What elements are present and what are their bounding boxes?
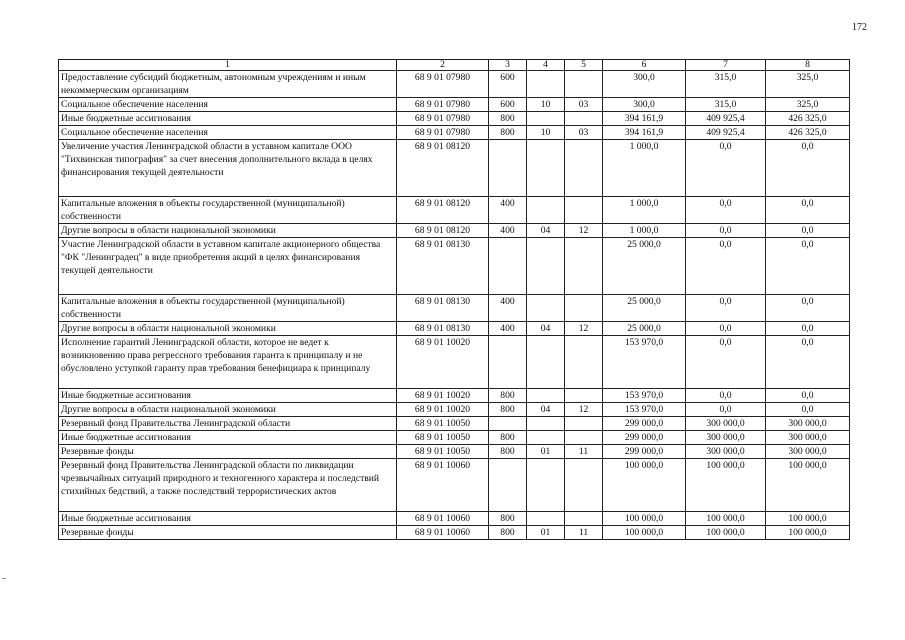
row-amount-col8: 325,0 — [766, 71, 850, 98]
table-row — [59, 459, 850, 512]
row-expense-type: 800 — [489, 389, 527, 403]
row-description: Увеличение участия Ленинградской области в уставном капитале ООО "Тихвинская типография" за счет внесения дополнительного вклада в целях финансирования текущей деятельности — [59, 140, 397, 197]
row-amount-col8: 0,0 — [766, 403, 850, 417]
row-target-code: 68 9 01 07980 — [397, 126, 489, 140]
row-description: Социальное обеспечение населения — [59, 98, 397, 112]
row-expense-type: 400 — [489, 295, 527, 322]
column-header: 5 — [565, 60, 603, 71]
row-amount-col6: 1 000,0 — [603, 197, 686, 224]
row-target-code: 68 9 01 08120 — [397, 140, 489, 197]
row-description: Иные бюджетные ассигнования — [59, 431, 397, 445]
row-subsection — [565, 431, 603, 445]
row-amount-col6: 100 000,0 — [603, 459, 686, 512]
row-section — [527, 512, 565, 526]
column-header: 6 — [603, 60, 686, 71]
row-target-code: 68 9 01 10060 — [397, 526, 489, 540]
table-row — [59, 197, 850, 224]
row-amount-col8: 100 000,0 — [766, 526, 850, 540]
column-header: 8 — [766, 60, 850, 71]
row-amount-col6: 300,0 — [603, 98, 686, 112]
row-amount-col7: 300 000,0 — [686, 445, 766, 459]
row-amount-col6: 100 000,0 — [603, 512, 686, 526]
row-description: Резервный фонд Правительства Ленинградской области по ликвидации чрезвычайных ситуаций природного и техногенного характера и последствий стихийных бедствий, а также последствий террористических актов — [59, 459, 397, 512]
row-subsection — [565, 459, 603, 512]
row-amount-col7: 100 000,0 — [686, 459, 766, 512]
row-expense-type: 600 — [489, 71, 527, 98]
column-header: 1 — [59, 60, 397, 71]
row-amount-col6: 299 000,0 — [603, 431, 686, 445]
row-target-code: 68 9 01 08130 — [397, 322, 489, 336]
row-target-code: 68 9 01 07980 — [397, 98, 489, 112]
row-amount-col8: 0,0 — [766, 238, 850, 295]
row-expense-type: 800 — [489, 112, 527, 126]
row-amount-col6: 100 000,0 — [603, 526, 686, 540]
row-amount-col6: 25 000,0 — [603, 295, 686, 322]
row-subsection — [565, 197, 603, 224]
row-amount-col6: 394 161,9 — [603, 126, 686, 140]
row-subsection — [565, 140, 603, 197]
row-expense-type: 800 — [489, 403, 527, 417]
row-amount-col6: 25 000,0 — [603, 322, 686, 336]
row-description: Капитальные вложения в объекты государственной (муниципальной) собственности — [59, 295, 397, 322]
row-expense-type: 800 — [489, 526, 527, 540]
table-row — [59, 526, 850, 540]
table-row — [59, 403, 850, 417]
row-subsection — [565, 71, 603, 98]
row-target-code: 68 9 01 10020 — [397, 403, 489, 417]
row-description: Социальное обеспечение населения — [59, 126, 397, 140]
row-section — [527, 238, 565, 295]
table-row — [59, 71, 850, 98]
row-amount-col6: 300,0 — [603, 71, 686, 98]
table-row — [59, 98, 850, 112]
row-subsection — [565, 336, 603, 389]
row-expense-type: 800 — [489, 431, 527, 445]
row-amount-col7: 300 000,0 — [686, 431, 766, 445]
row-subsection: 03 — [565, 126, 603, 140]
row-amount-col8: 0,0 — [766, 295, 850, 322]
row-amount-col8: 426 325,0 — [766, 126, 850, 140]
row-amount-col7: 409 925,4 — [686, 112, 766, 126]
row-description: Иные бюджетные ассигнования — [59, 112, 397, 126]
column-header: 2 — [397, 60, 489, 71]
row-subsection: 12 — [565, 322, 603, 336]
row-section: 04 — [527, 224, 565, 238]
row-amount-col7: 409 925,4 — [686, 126, 766, 140]
budget-table — [58, 59, 850, 540]
row-amount-col6: 1 000,0 — [603, 224, 686, 238]
row-section — [527, 431, 565, 445]
row-amount-col8: 0,0 — [766, 336, 850, 389]
table-row — [59, 389, 850, 403]
row-amount-col8: 0,0 — [766, 224, 850, 238]
table-row — [59, 431, 850, 445]
row-amount-col8: 426 325,0 — [766, 112, 850, 126]
row-amount-col8: 0,0 — [766, 197, 850, 224]
row-description: Другие вопросы в области национальной экономики — [59, 403, 397, 417]
row-amount-col7: 0,0 — [686, 295, 766, 322]
row-amount-col7: 0,0 — [686, 389, 766, 403]
row-description: Резервные фонды — [59, 526, 397, 540]
row-description: Предоставление субсидий бюджетным, автономным учреждениям и иным некоммерческим организациям — [59, 71, 397, 98]
row-amount-col7: 100 000,0 — [686, 512, 766, 526]
row-target-code: 68 9 01 10060 — [397, 459, 489, 512]
row-section: 04 — [527, 322, 565, 336]
row-subsection — [565, 238, 603, 295]
row-amount-col7: 0,0 — [686, 224, 766, 238]
row-amount-col6: 299 000,0 — [603, 417, 686, 431]
row-amount-col7: 300 000,0 — [686, 417, 766, 431]
row-description: Резервный фонд Правительства Ленинградской области — [59, 417, 397, 431]
row-subsection — [565, 417, 603, 431]
row-target-code: 68 9 01 08120 — [397, 224, 489, 238]
row-description: Другие вопросы в области национальной экономики — [59, 224, 397, 238]
row-amount-col7: 0,0 — [686, 336, 766, 389]
row-amount-col8: 300 000,0 — [766, 417, 850, 431]
row-subsection: 12 — [565, 224, 603, 238]
table-body — [59, 60, 850, 540]
row-target-code: 68 9 01 10050 — [397, 445, 489, 459]
row-amount-col7: 100 000,0 — [686, 526, 766, 540]
row-section — [527, 336, 565, 389]
row-expense-type: 800 — [489, 126, 527, 140]
row-subsection — [565, 389, 603, 403]
row-amount-col6: 153 970,0 — [603, 336, 686, 389]
row-amount-col8: 0,0 — [766, 389, 850, 403]
row-amount-col6: 153 970,0 — [603, 403, 686, 417]
row-section — [527, 389, 565, 403]
row-amount-col8: 300 000,0 — [766, 445, 850, 459]
row-description: Участие Ленинградской области в уставном капитале акционерного общества "ФК "Ленинградец" в виде приобретения акций в целях финансирования текущей деятельности — [59, 238, 397, 295]
row-target-code: 68 9 01 08130 — [397, 238, 489, 295]
row-expense-type — [489, 417, 527, 431]
row-description: Резервные фонды — [59, 445, 397, 459]
row-section: 10 — [527, 98, 565, 112]
row-expense-type: 400 — [489, 224, 527, 238]
row-description: Иные бюджетные ассигнования — [59, 389, 397, 403]
row-expense-type — [489, 140, 527, 197]
row-expense-type: 800 — [489, 445, 527, 459]
row-amount-col7: 0,0 — [686, 197, 766, 224]
row-expense-type: 400 — [489, 197, 527, 224]
row-description: Другие вопросы в области национальной экономики — [59, 322, 397, 336]
row-target-code: 68 9 01 10020 — [397, 389, 489, 403]
row-target-code: 68 9 01 08120 — [397, 197, 489, 224]
table-row — [59, 224, 850, 238]
row-section: 01 — [527, 526, 565, 540]
table-row — [59, 140, 850, 197]
table-row — [59, 238, 850, 295]
row-description: Капитальные вложения в объекты государственной (муниципальной) собственности — [59, 197, 397, 224]
row-amount-col6: 25 000,0 — [603, 238, 686, 295]
row-section — [527, 459, 565, 512]
row-section — [527, 197, 565, 224]
row-subsection — [565, 112, 603, 126]
row-subsection — [565, 512, 603, 526]
row-target-code: 68 9 01 10060 — [397, 512, 489, 526]
row-target-code: 68 9 01 07980 — [397, 71, 489, 98]
row-section: 01 — [527, 445, 565, 459]
row-expense-type — [489, 336, 527, 389]
row-expense-type: 800 — [489, 512, 527, 526]
row-expense-type: 400 — [489, 322, 527, 336]
row-amount-col6: 299 000,0 — [603, 445, 686, 459]
page-number: 172 — [852, 22, 867, 33]
table-row — [59, 445, 850, 459]
row-amount-col8: 100 000,0 — [766, 512, 850, 526]
row-target-code: 68 9 01 07980 — [397, 112, 489, 126]
row-target-code: 68 9 01 10050 — [397, 431, 489, 445]
row-description: Исполнение гарантий Ленинградской области, которое не ведет к возникновению права регрессного требования гаранта к принципалу и не обусловлено уступкой гаранту прав требования бенефициара к принципалу — [59, 336, 397, 389]
row-target-code: 68 9 01 10020 — [397, 336, 489, 389]
table-header-row — [59, 60, 850, 71]
row-amount-col8: 300 000,0 — [766, 431, 850, 445]
row-amount-col7: 0,0 — [686, 140, 766, 197]
row-subsection — [565, 295, 603, 322]
row-amount-col7: 0,0 — [686, 322, 766, 336]
column-header: 4 — [527, 60, 565, 71]
row-subsection: 12 — [565, 403, 603, 417]
table-row — [59, 126, 850, 140]
row-expense-type — [489, 459, 527, 512]
row-section — [527, 112, 565, 126]
row-amount-col8: 0,0 — [766, 322, 850, 336]
row-expense-type — [489, 238, 527, 295]
row-amount-col7: 0,0 — [686, 238, 766, 295]
row-amount-col8: 325,0 — [766, 98, 850, 112]
column-header: 3 — [489, 60, 527, 71]
row-amount-col7: 0,0 — [686, 403, 766, 417]
row-section — [527, 71, 565, 98]
table-row — [59, 322, 850, 336]
row-amount-col7: 315,0 — [686, 98, 766, 112]
table-row — [59, 336, 850, 389]
row-amount-col6: 153 970,0 — [603, 389, 686, 403]
row-description: Иные бюджетные ассигнования — [59, 512, 397, 526]
row-subsection: 11 — [565, 526, 603, 540]
column-header: 7 — [686, 60, 766, 71]
table-row — [59, 512, 850, 526]
row-section — [527, 295, 565, 322]
row-target-code: 68 9 01 10050 — [397, 417, 489, 431]
row-section: 10 — [527, 126, 565, 140]
table-row — [59, 417, 850, 431]
row-amount-col6: 1 000,0 — [603, 140, 686, 197]
row-target-code: 68 9 01 08130 — [397, 295, 489, 322]
table-row — [59, 295, 850, 322]
row-amount-col7: 315,0 — [686, 71, 766, 98]
scan-edge-mark — [2, 578, 6, 579]
row-section — [527, 140, 565, 197]
table-row — [59, 112, 850, 126]
row-amount-col8: 0,0 — [766, 140, 850, 197]
row-section: 04 — [527, 403, 565, 417]
row-subsection: 11 — [565, 445, 603, 459]
row-amount-col6: 394 161,9 — [603, 112, 686, 126]
row-subsection: 03 — [565, 98, 603, 112]
row-amount-col8: 100 000,0 — [766, 459, 850, 512]
row-expense-type: 600 — [489, 98, 527, 112]
row-section — [527, 417, 565, 431]
